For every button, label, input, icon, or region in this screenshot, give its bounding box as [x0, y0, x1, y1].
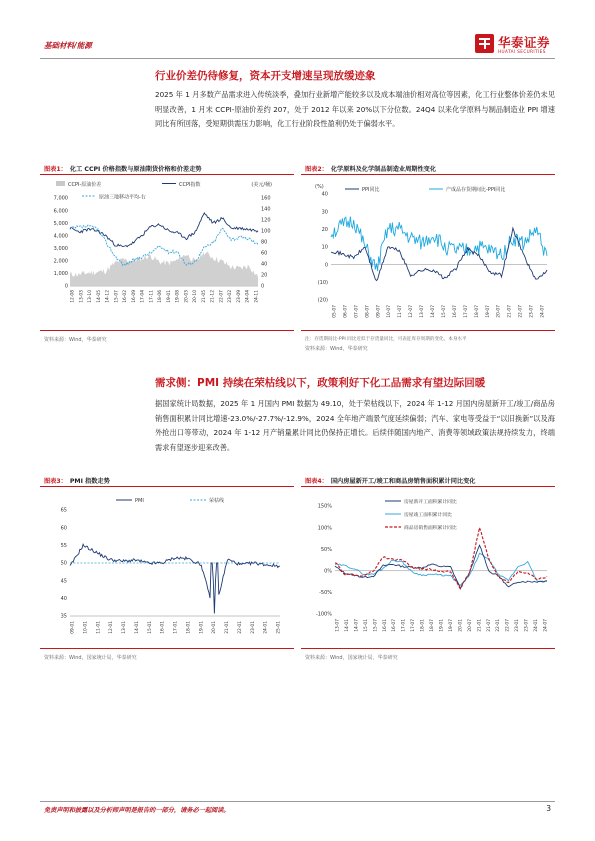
- c4-xtick: 19-01: [439, 619, 445, 632]
- huatai-logo: [475, 32, 555, 58]
- fig2-note: 注：存货期间比-PPI 同比近似于存货量同比，可表征库存周期的变化。本身水平: [305, 337, 467, 342]
- c3-xtick: 12-01: [109, 621, 115, 634]
- c4-xtick: 16-07: [392, 619, 398, 632]
- c1-xtick: 14-12: [105, 290, 111, 303]
- c2-xtick: 18-07: [474, 305, 480, 318]
- c3-xtick: 19-01: [199, 621, 205, 634]
- c3-xtick: 16-01: [160, 621, 166, 634]
- c2-xtick: 12-07: [409, 305, 415, 318]
- fig1-label: 图表1：: [44, 166, 67, 173]
- legend-label-start: 房屋新开工面积累计同比: [404, 500, 457, 505]
- legend-label-done: 房屋竣工面积累计同比: [404, 513, 452, 518]
- c4-xtick: 21-01: [477, 619, 483, 632]
- c2-xtick: 21-07: [507, 305, 513, 318]
- ytick: 150%: [317, 503, 332, 510]
- c2-xtick: 13-07: [420, 305, 426, 318]
- c3-xtick: 10-01: [83, 621, 89, 634]
- c3-xtick: 09-01: [70, 621, 76, 634]
- c4-xtick: 17-01: [401, 619, 407, 632]
- c1-xtick: 24-04: [245, 290, 251, 303]
- c4-xtick: 14-07: [354, 619, 360, 632]
- c3-xtick: 15-01: [147, 621, 153, 634]
- ytick-right: 80: [261, 239, 268, 246]
- ytick-right: 0: [261, 283, 265, 290]
- fig1-rule: [40, 174, 294, 175]
- fig1-title: [44, 164, 201, 173]
- c1-xtick: 17-11: [149, 290, 155, 303]
- ytick: -100%: [315, 611, 332, 618]
- section2-title: 需求侧：PMI 持续在荣枯线以下，政策利好下化工品需求有望边际回暖: [155, 377, 486, 389]
- ytick-left: 4,000: [53, 233, 68, 240]
- fig1-chart: [40, 176, 294, 328]
- ytick-right: 140: [261, 206, 271, 213]
- c3-xtick: 23-01: [250, 621, 256, 634]
- c3-xtick: 24-01: [263, 621, 269, 634]
- fig2-title-text: 化学原料及化学制品制造业周期性变化: [330, 166, 437, 173]
- ytick: (20): [317, 297, 328, 304]
- legend-label-pmi: PMI: [135, 498, 144, 504]
- c1-xtick: 15-07: [114, 290, 120, 303]
- fig1-rule-bottom: [40, 330, 294, 331]
- c1-xtick: 17-04: [140, 290, 146, 303]
- section2-paragraph: 据国家统计局数据，2025 年 1 月国内 PMI 数据为 49.10，处于荣枯线以下，2024 年 1-12 月国内房屋新开工/竣工/商品房销售面积累计同比增速-23.0%/-27.7%/-12.9%，2024 全年地产端景气度延续偏弱；汽车、家电等受益于“以旧换新”以及海外抢出口等带动，2024 年 1-12 月产销量累计同比仍保持正增长。后续伴随国内地产、消费等领域政策法规持续发力，终端需求有望逐步迎来改善。: [155, 399, 555, 452]
- c4-xtick: 23-07: [524, 619, 530, 632]
- ytick-left: 0: [64, 283, 68, 290]
- fig2-title: [305, 164, 436, 173]
- fig3-title: [44, 476, 110, 485]
- fig2-rule: [301, 174, 555, 175]
- c2-xtick: 17-07: [463, 305, 469, 318]
- c3-xtick: 14-01: [134, 621, 140, 634]
- c3-xtick: 17-01: [173, 621, 179, 634]
- ytick: -50%: [319, 590, 332, 597]
- c1-xtick: 13-03: [79, 290, 85, 303]
- c1-xtick: 21-05: [201, 290, 207, 303]
- c1-xtick: 16-02: [123, 290, 129, 303]
- c4-xtick: 23-01: [515, 619, 521, 632]
- series-line-pmi: [70, 544, 280, 613]
- ytick-right: 100: [261, 228, 271, 235]
- legend-label-sale: 商品房销售面积累计同比: [404, 526, 457, 531]
- ytick: (10): [317, 280, 328, 287]
- section1-title: 行业价差仍待修复，资本开支增速呈现放缓迹象: [155, 70, 376, 82]
- series-line-sale: [335, 528, 547, 589]
- ytick: 10: [321, 244, 328, 251]
- fig3-chart: [40, 488, 294, 638]
- section1-paragraph: 2025 年 1 月多数产品需求进入传统淡季，叠加行业新增产能较多以及成本端油价相对高位等因素，化工行业整体价差仍未见明显改善，1 月末 CCPI-原油价差约 207，处于 2012 年以来 20%以下分位数。24Q4 以来化学原料与制品制造业 PPI 增速同比有所回落，受短期供需压力影响，化工行业阶段性盈利仍处于偏弱水平。: [155, 90, 555, 128]
- c1-xtick: 19-08: [175, 290, 181, 303]
- c3-xtick: 25-01: [276, 621, 282, 634]
- ytick: 35: [60, 613, 67, 620]
- c2-xtick: 10-07: [387, 305, 393, 318]
- c1-xtick: 14-05: [96, 290, 102, 303]
- c2-xtick: 24-07: [540, 305, 546, 318]
- footer-rule: [40, 801, 555, 802]
- series-line-done: [335, 553, 547, 585]
- c4-xtick: 17-07: [411, 619, 417, 632]
- series-line-start: [335, 545, 547, 588]
- c1-xtick: 13-10: [88, 290, 94, 303]
- c2-xtick: 16-07: [452, 305, 458, 318]
- ytick-left: 2,000: [53, 258, 68, 265]
- fig4-title-text: 国内房屋新开工/竣工和商品房销售面积累计同比变化: [330, 478, 476, 485]
- c2-xtick: 19-07: [485, 305, 491, 318]
- fig3-rule: [40, 486, 294, 487]
- ytick-right: 120: [261, 217, 271, 224]
- c2-xtick: 15-07: [441, 305, 447, 318]
- legend-label-threshold: 荣枯线: [209, 498, 225, 504]
- fig2-label: 图表2：: [305, 166, 328, 173]
- ytick: 0%: [324, 568, 332, 575]
- ytick: 100%: [317, 525, 332, 532]
- c1-xtick: 19-01: [166, 290, 172, 303]
- fig2-rule-bottom: [301, 330, 555, 331]
- report-category: 基础材料/能源: [44, 41, 92, 50]
- c4-xtick: 15-07: [373, 619, 379, 632]
- header-rule: [40, 58, 555, 59]
- c4-xtick: 16-01: [382, 619, 388, 632]
- ytick-left: 5,000: [53, 220, 68, 227]
- legend-label-inv: 产成品存货期间比-PPI同比: [446, 187, 506, 193]
- ytick-left: 1,000: [53, 271, 68, 278]
- c2-xtick: 05-07: [332, 305, 338, 318]
- c3-xtick: 21-01: [225, 621, 230, 634]
- c4-xtick: 15-01: [363, 619, 369, 632]
- ytick: 30: [321, 209, 328, 216]
- fig1-title-text: 化工 CCPI 价格指数与原油期货价格和价差走势: [69, 166, 202, 173]
- ytick: 50%: [320, 546, 332, 553]
- c1-xtick: 16-09: [131, 290, 137, 303]
- fig3-source: 资料来源：Wind，国家统计局，华泰研究: [44, 655, 137, 661]
- c1-xtick: 18-06: [158, 290, 164, 303]
- fig1-source: 资料来源：Wind，华泰研究: [44, 337, 107, 343]
- c4-xtick: 14-01: [344, 619, 350, 632]
- c2-xtick: 20-07: [496, 305, 502, 318]
- series-line-ccpi: [70, 213, 258, 247]
- ytick-right: 40: [261, 261, 268, 268]
- c4-xtick: 21-07: [486, 619, 492, 632]
- c1-xtick: 24-11: [254, 290, 260, 303]
- c4-xtick: 24-07: [543, 619, 549, 632]
- fig4-source: 资料来源：Wind，国家统计局，华泰研究: [305, 655, 398, 661]
- c1-xtick: 12-08: [70, 290, 76, 303]
- fig3-title-text: PMI 指数走势: [69, 478, 110, 485]
- ytick: 65: [60, 507, 67, 514]
- ytick: 45: [60, 578, 67, 585]
- legend-label-spread: CCPI-原油价差: [68, 182, 102, 188]
- c2-xtick: 23-07: [529, 305, 535, 318]
- legend-label-ccpi: CCPI指数: [179, 182, 201, 188]
- axis-label-left: (%): [315, 184, 324, 190]
- c2-xtick: 06-07: [343, 305, 349, 318]
- ytick: 50: [60, 560, 67, 567]
- c3-xtick: 22-01: [237, 621, 243, 634]
- ytick: 40: [321, 191, 328, 198]
- c4-xtick: 13-07: [335, 619, 341, 632]
- series-line-inv: [331, 217, 547, 272]
- ytick: 40: [60, 596, 67, 603]
- c1-xtick: 20-03: [184, 290, 190, 303]
- fig2-chart: [301, 176, 555, 328]
- fig2-source: 资料来源：Wind，华泰研究: [305, 346, 368, 352]
- ytick-right: 20: [261, 272, 268, 279]
- fig4-rule-bottom: [301, 648, 555, 649]
- fig4-label: 图表4：: [305, 478, 328, 485]
- ytick-left: 3,000: [53, 245, 68, 252]
- c1-xtick: 20-10: [193, 290, 199, 303]
- fig4-title: [305, 476, 475, 485]
- c2-xtick: 09-07: [376, 305, 382, 318]
- legend-swatch-spread: [56, 181, 65, 186]
- legend-label-oil: 原油三地移动平均-右: [99, 194, 146, 201]
- c2-xtick: 11-07: [398, 305, 404, 318]
- footer-disclaimer: 免责声明和披露以及分析师声明是报告的一部分，请务必一起阅读。: [44, 807, 230, 814]
- c4-xtick: 20-01: [458, 619, 464, 632]
- series-area-spread: [70, 252, 258, 287]
- c3-xtick: 13-01: [122, 621, 127, 634]
- c4-xtick: 18-01: [420, 619, 426, 632]
- axis-label-right: (美元/桶): [251, 182, 272, 188]
- legend-label-ppi: PPI同比: [362, 187, 380, 193]
- fig3-rule-bottom: [40, 648, 294, 649]
- c2-xtick: 08-07: [365, 305, 371, 318]
- logo-cn-text: 华泰证券: [498, 35, 551, 50]
- c2-xtick: 07-07: [354, 305, 360, 318]
- c2-xtick: 14-07: [431, 305, 437, 318]
- ytick: 20: [321, 227, 328, 234]
- ytick: 60: [60, 525, 67, 532]
- fig4-rule: [301, 486, 555, 487]
- c1-xtick: 23-02: [228, 290, 234, 303]
- c4-xtick: 18-07: [430, 619, 436, 632]
- page-number: 3: [546, 804, 551, 813]
- c3-xtick: 18-01: [186, 621, 192, 634]
- c3-xtick: 20-01: [212, 621, 218, 634]
- ytick: 0: [324, 262, 328, 269]
- logo-en-text: HUATAI SECURITIES: [498, 49, 546, 54]
- c3-xtick: 11-01: [96, 621, 102, 634]
- c1-xtick: 22-07: [219, 290, 225, 303]
- ytick-right: 160: [261, 195, 271, 202]
- fig3-label: 图表3：: [44, 478, 67, 485]
- ytick-right: 60: [261, 250, 268, 257]
- ytick-left: 6,000: [53, 208, 68, 215]
- c2-xtick: 22-07: [518, 305, 524, 318]
- c4-xtick: 22-07: [505, 619, 511, 632]
- c1-xtick: 21-12: [210, 290, 216, 303]
- c4-xtick: 24-01: [534, 619, 540, 632]
- c4-xtick: 22-01: [496, 619, 502, 632]
- c1-xtick: 23-09: [236, 290, 242, 303]
- ytick-left: 7,000: [53, 195, 68, 202]
- fig4-chart: [301, 488, 555, 638]
- ytick: 55: [60, 543, 67, 550]
- logo-mark-icon: [475, 34, 494, 53]
- c4-xtick: 19-07: [448, 619, 454, 632]
- c4-xtick: 20-07: [467, 619, 473, 632]
